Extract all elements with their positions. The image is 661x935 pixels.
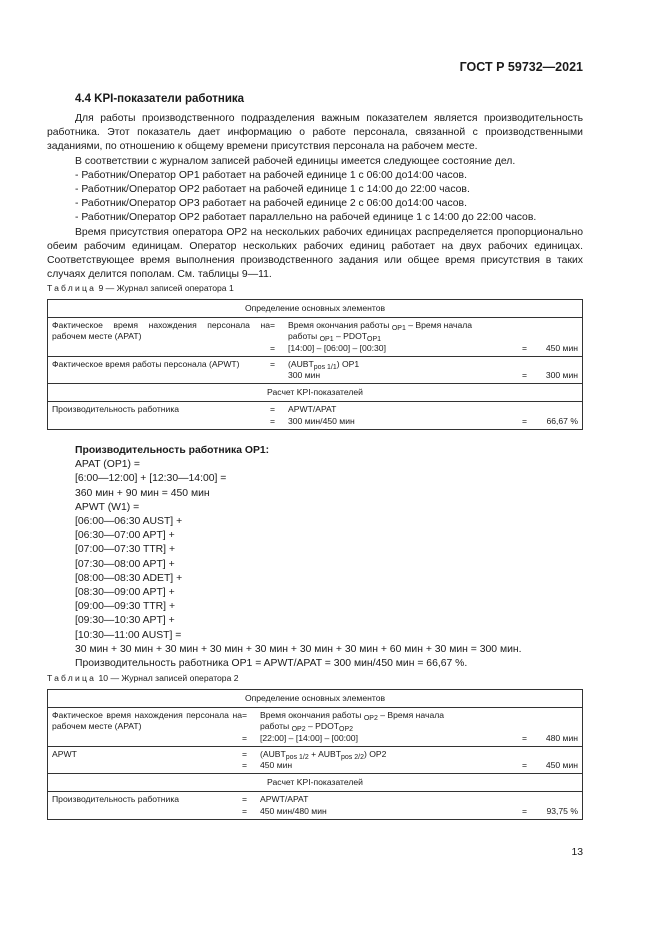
intro-paragraph-1: Для работы производственного подразделения важным показателем является производительность работника. Этот показатель дает информацию о работе персонала, связанной с производственными заданиями, по отношению к общему времени присутствия персонала на рабочем месте. [47, 113, 583, 153]
page-number: 13 [571, 847, 583, 858]
table-row: Фактическое время нахождения персонала на рабочем месте (APAT) = = Время окончания работы $_{OP2}$ – Время начала работы $_{OP2} - PDOT_{OP2}$ [22:00] – [14:00] – [00:00] = 480 мин [48, 708, 583, 747]
caption-word: Таблица [47, 283, 97, 293]
calc-line: [06:30—07:00 APT] + [75, 530, 175, 542]
row-label: Производительность работника [52, 404, 180, 415]
result-value: 93,75 % [546, 805, 578, 816]
table-row: APWT = = ($AUBT_{pos 1/2}$ + $AUBT_{pos 2/2}$) OP2 450 мин = 450 мин [48, 746, 583, 773]
result-value: 450 мин [545, 760, 578, 770]
calc-line: [6:00—12:00] + [12:30—14:00] = [75, 473, 227, 485]
table-header-kpi: Расчет KPI-показателей [48, 774, 583, 792]
list-item: - Работник/Оператор ОР2 работает параллельно на рабочей единице 1 с 14:00 до 22:00 часов. [75, 212, 537, 224]
row-label: Фактическое время работы персонала (APWT) [52, 358, 240, 369]
table-row: Фактическое время нахождения персонала на рабочем месте (APAT) = = Время окончания работы $_{OP1}$ – Время начала работы $_{OP1} - PDOT_{OP1}$ [14:00] – [06:00] – [00:30] = 450 мин [48, 318, 583, 357]
table-row: Фактическое время работы персонала (APWT) = $(AUBT_{pos 1/1})$ OP1 300 мин = 300 мин [48, 356, 583, 383]
formula-values: [14:00] – [06:00] – [00:30] [288, 342, 386, 353]
calc-line: 30 мин + 30 мин + 30 мин + 30 мин + 30 мин + 30 мин + 30 мин + 60 мин + 30 мин = 300 мин. [75, 643, 522, 655]
list-item: - Работник/Оператор ОР1 работает на рабочей единице 1 с 06:00 до14:00 часов. [75, 169, 467, 181]
table-10 [47, 689, 583, 820]
list-item: - Работник/Оператор ОР3 работает на рабочей единице 2 с 06:00 до14:00 часов. [75, 198, 467, 210]
intro-paragraph-2: В соответствии с журналом записей рабочей единицы имеется следующее состояние дел. [75, 155, 516, 167]
table-9 [47, 299, 583, 430]
calculation-title: Производительность работника ОР1: [75, 445, 270, 456]
section-title: 4.4 KPI-показатели работника [75, 93, 245, 105]
calc-line: APAT (OP1) = [75, 459, 140, 471]
calc-line: [07:00—07:30 TTR] + [75, 544, 176, 556]
calc-line: [06:00—06:30 AUST] + [75, 516, 183, 528]
row-label: Фактическое время нахождения персонала на рабочем месте (APAT) [52, 320, 270, 342]
formula-text: Время окончания работы [288, 320, 390, 331]
row-label: Производительность работника [52, 794, 180, 805]
row-label: APWT [52, 748, 77, 759]
calc-line: [10:30—11:00 AUST] = [75, 629, 182, 641]
table-header-definitions: Определение основных элементов [48, 300, 583, 318]
calculation-block [75, 444, 522, 671]
formula-values: [22:00] – [14:00] – [00:00] [260, 732, 358, 743]
result-value: 480 мин [545, 732, 578, 743]
table-row: Производительность работника = = APWT/APAT 450 мин/480 мин = 93,75 % [48, 792, 583, 819]
table-header-definitions: Определение основных элементов [48, 690, 583, 708]
calc-line: Производительность работника OP1 = APWT/APAT = 300 мин/450 мин = 66,67 %. [75, 658, 468, 670]
calc-line: [09:30—10:30 APT] + [75, 615, 175, 627]
table-header-kpi: Расчет KPI-показателей [48, 384, 583, 402]
intro-text [47, 112, 583, 282]
calc-line: 360 мин + 90 мин = 450 мин [75, 487, 210, 499]
standard-number: ГОСТ Р 59732—2021 [459, 60, 583, 74]
list-item: - Работник/Оператор ОР2 работает на рабочей единице 1 с 14:00 до 22:00 часов. [75, 184, 470, 196]
caption-text: 10 — Журнал записей оператора 2 [96, 673, 239, 683]
calc-line: [08:00—08:30 ADET] + [75, 572, 183, 584]
calc-line: [09:00—09:30 TTR] + [75, 601, 176, 613]
caption-word: Таблица [47, 673, 97, 683]
table-10-caption [47, 673, 239, 683]
caption-text: 9 — Журнал записей оператора 1 [96, 283, 234, 293]
calc-line: APWT (W1) = [75, 501, 140, 513]
calc-line: [08:30—09:00 APT] + [75, 587, 175, 599]
intro-paragraph-3: Время присутствия оператора ОР2 на нескольких рабочих единицах распределяется пропорционально обеим рабочим единицам. Оператор нескольких рабочих единиц работает на двух рабочих единицах. Соответствующее время выполнения производственного задания или общее время присутствия в таких случаях делится пополам. См. таблицы 9—11. [47, 226, 583, 281]
result-value: 66,67 % [546, 415, 578, 426]
row-label: Фактическое время нахождения персонала на рабочем месте (APAT) [52, 710, 242, 732]
result-value: 300 мин [545, 370, 578, 380]
table-9-caption [47, 283, 234, 293]
table-row: Производительность работника = = APWT/APAT 300 мин/450 мин = 66,67 % [48, 402, 583, 429]
result-value: 450 мин [545, 342, 578, 353]
calc-line: [07:30—08:00 APT] + [75, 558, 175, 570]
